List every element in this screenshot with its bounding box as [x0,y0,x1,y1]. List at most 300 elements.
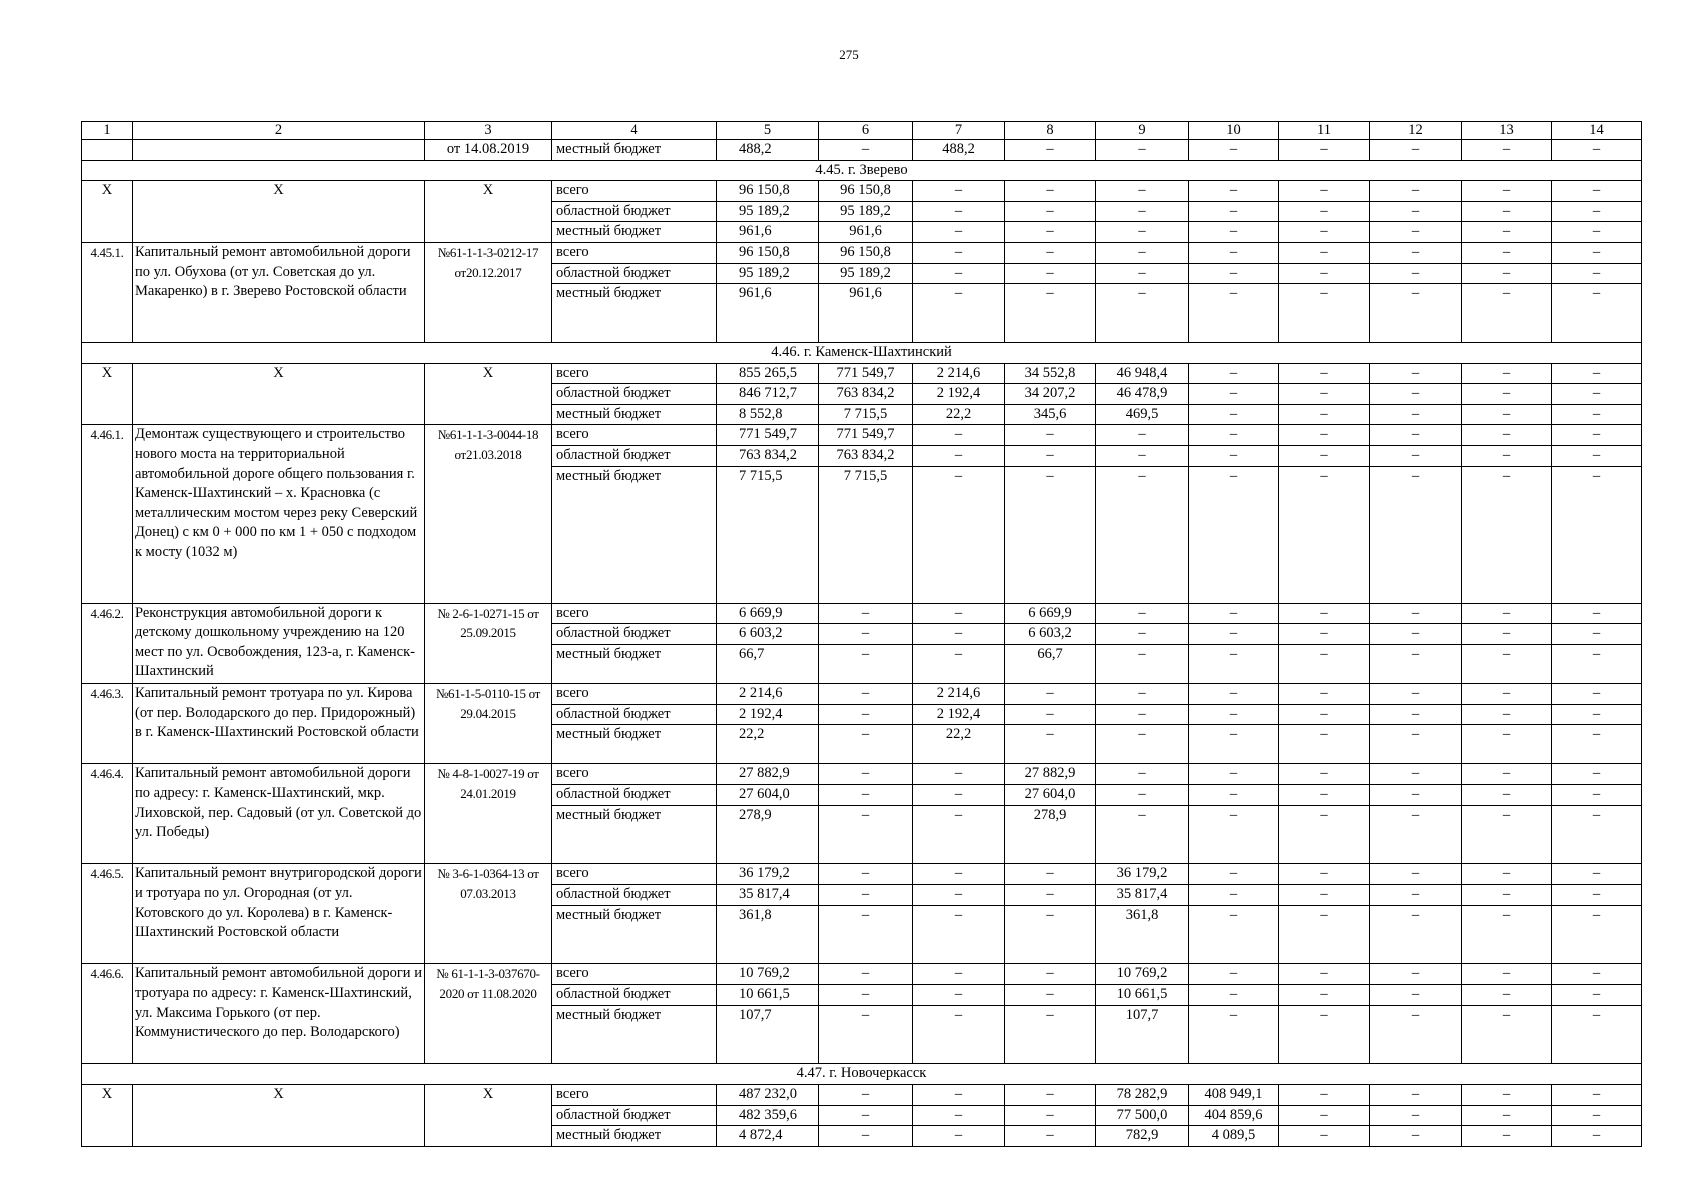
value-cell: – [1552,404,1642,425]
value-cell: – [1279,445,1370,466]
table-row [82,964,1642,985]
value-cell: 107,7 [1096,1005,1189,1064]
item-name: Капитальный ремонт тротуара по ул. Кирова (от пер. Володарского до пер. Придорожный) в г. Каменск-Шахтинский Ростовской области [133,684,425,764]
value-cell: – [913,284,1005,343]
funding-source: всего [552,603,717,624]
value-cell: – [1279,242,1370,263]
value-cell: 27 882,9 [1005,764,1096,785]
value-cell: – [1370,363,1462,384]
item-code: 4.46.6. [82,964,133,1064]
value-cell: – [1462,764,1552,785]
value-cell: – [1096,222,1189,243]
value-cell: – [1552,644,1642,683]
value-cell: 66,7 [717,644,819,683]
value-cell: 2 192,4 [913,384,1005,405]
value-cell: – [913,445,1005,466]
value-cell: 7 715,5 [819,404,913,425]
item-name: Капитальный ремонт автомобильной дороги по адресу: г. Каменск-Шахтинский, мкр. Лиховской, пер. Садовый (от ул. Советской до ул. Победы) [133,764,425,864]
value-cell: – [1552,1126,1642,1147]
value-cell: – [1005,181,1096,202]
value-cell: 846 712,7 [717,384,819,405]
value-cell: – [819,1005,913,1064]
funding-source: всего [552,425,717,446]
value-cell: – [1005,985,1096,1006]
value-cell: – [1005,466,1096,603]
value-cell: 107,7 [717,1005,819,1064]
item-document: X [425,181,552,243]
value-cell: – [913,466,1005,603]
value-cell: 10 769,2 [717,964,819,985]
value-cell: – [819,1126,913,1147]
item-document: №61-1-1-3-0212-17 от20.12.2017 [425,242,552,342]
value-cell: – [1370,1085,1462,1106]
header-cell-1: 1 [82,122,133,140]
table-row [82,603,1642,624]
funding-source: местный бюджет [552,1126,717,1147]
value-cell: – [1552,284,1642,343]
item-document: X [425,1085,552,1147]
value-cell: – [819,764,913,785]
value-cell: 27 604,0 [1005,785,1096,806]
item-code: X [82,1085,133,1147]
value-cell: – [913,1005,1005,1064]
table-row [82,140,1642,161]
value-cell: – [913,624,1005,645]
value-cell: – [1189,684,1279,705]
value-cell: 855 265,5 [717,363,819,384]
value-cell: – [819,864,913,885]
value-cell: – [1370,885,1462,906]
value-cell: – [1462,1126,1552,1147]
value-cell: – [1096,242,1189,263]
value-cell: – [1462,1085,1552,1106]
value-cell: – [1189,704,1279,725]
value-cell: – [819,725,913,764]
value-cell: – [1552,864,1642,885]
value-cell: 78 282,9 [1096,1085,1189,1106]
value-cell: – [1370,603,1462,624]
funding-source: областной бюджет [552,785,717,806]
item-code: 4.46.2. [82,603,133,683]
value-cell: – [1370,466,1462,603]
value-cell: – [1005,263,1096,284]
value-cell: – [1096,704,1189,725]
value-cell: 66,7 [1005,644,1096,683]
section-row [82,160,1642,181]
section-title: 4.47. г. Новочеркасск [82,1064,1642,1085]
value-cell: 482 359,6 [717,1105,819,1126]
value-cell: – [1552,684,1642,705]
value-cell: – [1462,1105,1552,1126]
value-cell: – [1462,445,1552,466]
header-cell-6: 6 [819,122,913,140]
funding-source: местный бюджет [552,284,717,343]
value-cell: – [1005,1005,1096,1064]
value-cell: – [1552,222,1642,243]
value-cell: – [1552,140,1642,161]
value-cell: – [1279,885,1370,906]
value-cell: – [1005,725,1096,764]
value-cell: – [1005,140,1096,161]
value-cell: – [1005,222,1096,243]
funding-source: всего [552,1085,717,1106]
value-cell: – [1005,1085,1096,1106]
value-cell: – [1279,985,1370,1006]
header-cell-3: 3 [425,122,552,140]
funding-source: местный бюджет [552,466,717,603]
value-cell: – [1279,1085,1370,1106]
value-cell: 95 189,2 [717,201,819,222]
value-cell: 7 715,5 [819,466,913,603]
funding-source: областной бюджет [552,445,717,466]
value-cell: 46 478,9 [1096,384,1189,405]
value-cell: 4 089,5 [1189,1126,1279,1147]
value-cell: 6 669,9 [717,603,819,624]
header-cell-2: 2 [133,122,425,140]
value-cell: 2 214,6 [913,684,1005,705]
value-cell: – [1552,725,1642,764]
value-cell: – [1462,905,1552,964]
value-cell: – [1370,644,1462,683]
value-cell: – [1279,384,1370,405]
value-cell: 2 214,6 [913,363,1005,384]
value-cell: 961,6 [717,222,819,243]
value-cell: – [1370,684,1462,705]
value-cell: – [1189,404,1279,425]
value-cell: – [1462,864,1552,885]
value-cell: – [819,624,913,645]
value-cell: – [1279,864,1370,885]
value-cell: 96 150,8 [717,181,819,202]
value-cell: 22,2 [913,404,1005,425]
value-cell: – [819,684,913,705]
funding-source: местный бюджет [552,725,717,764]
value-cell: – [913,181,1005,202]
section-title: 4.45. г. Зверево [82,160,1642,181]
value-cell: – [1005,445,1096,466]
value-cell: – [1279,603,1370,624]
value-cell: – [1096,181,1189,202]
value-cell: – [1189,985,1279,1006]
value-cell: – [1096,140,1189,161]
value-cell: – [1189,624,1279,645]
value-cell: 10 769,2 [1096,964,1189,985]
value-cell: 278,9 [717,805,819,864]
value-cell: – [1370,864,1462,885]
item-name: Капитальный ремонт внутригородской дороги и тротуара по ул. Огородная (от ул. Котовского до ул. Королева) в г. Каменск-Шахтинский Ростовской области [133,864,425,964]
item-name: Реконструкция автомобильной дороги к детскому дошкольному учреждению на 120 мест по ул. Освобождения, 123-а, г. Каменск-Шахтинский [133,603,425,683]
value-cell: 77 500,0 [1096,1105,1189,1126]
value-cell: 6 669,9 [1005,603,1096,624]
value-cell: – [819,603,913,624]
value-cell: – [913,1085,1005,1106]
value-cell: – [1370,725,1462,764]
item-code: X [82,363,133,425]
value-cell: – [1189,181,1279,202]
funding-source: всего [552,181,717,202]
value-cell: – [819,805,913,864]
value-cell: – [1279,805,1370,864]
value-cell: – [1005,242,1096,263]
funding-source: всего [552,363,717,384]
section-title: 4.46. г. Каменск-Шахтинский [82,342,1642,363]
table-row [82,764,1642,785]
value-cell: – [1096,603,1189,624]
value-cell: – [913,785,1005,806]
value-cell: 27 882,9 [717,764,819,785]
value-cell: – [1096,425,1189,446]
value-cell: – [1279,764,1370,785]
funding-source: всего [552,964,717,985]
value-cell: 487 232,0 [717,1085,819,1106]
item-code: 4.46.1. [82,425,133,603]
funding-source: всего [552,684,717,705]
value-cell: – [913,1126,1005,1147]
value-cell: – [1370,624,1462,645]
value-cell: – [1462,785,1552,806]
item-name: Капитальный ремонт автомобильной дороги по ул. Обухова (от ул. Советская до ул. Макаренко) в г. Зверево Ростовской области [133,242,425,342]
value-cell: – [1005,284,1096,343]
funding-source: всего [552,864,717,885]
table-row [82,425,1642,446]
value-cell: 34 552,8 [1005,363,1096,384]
table-row [82,684,1642,705]
funding-source: областной бюджет [552,384,717,405]
value-cell: – [913,864,1005,885]
value-cell: 488,2 [913,140,1005,161]
value-cell: – [1189,201,1279,222]
section-row [82,1064,1642,1085]
value-cell: 763 834,2 [819,384,913,405]
value-cell: – [1462,222,1552,243]
value-cell: 6 603,2 [717,624,819,645]
value-cell: – [1462,964,1552,985]
value-cell: – [1370,985,1462,1006]
value-cell: – [913,222,1005,243]
value-cell: 46 948,4 [1096,363,1189,384]
value-cell: – [1370,1126,1462,1147]
value-cell: 2 214,6 [717,684,819,705]
value-cell: – [1552,445,1642,466]
item-document: №61-1-1-3-0044-18 от21.03.2018 [425,425,552,603]
header-cell-13: 13 [1462,122,1552,140]
item-code: 4.45.1. [82,242,133,342]
value-cell: 10 661,5 [717,985,819,1006]
value-cell: – [1189,603,1279,624]
value-cell: – [1005,684,1096,705]
value-cell: – [913,263,1005,284]
value-cell: – [1279,905,1370,964]
funding-source: областной бюджет [552,1105,717,1126]
value-cell: – [1189,964,1279,985]
value-cell: 361,8 [717,905,819,964]
value-cell: – [1279,644,1370,683]
value-cell: – [1462,425,1552,446]
item-document: X [425,363,552,425]
value-cell: – [1005,425,1096,446]
value-cell: 95 189,2 [819,201,913,222]
value-cell: – [1462,284,1552,343]
funding-source: областной бюджет [552,201,717,222]
value-cell: – [1189,864,1279,885]
item-code: 4.46.3. [82,684,133,764]
value-cell: – [1279,785,1370,806]
value-cell: – [1096,684,1189,705]
value-cell: – [1370,404,1462,425]
value-cell: – [1552,242,1642,263]
value-cell: – [1370,284,1462,343]
item-document: № 2-6-1-0271-15 от 25.09.2015 [425,603,552,683]
value-cell: – [1279,466,1370,603]
funding-source: всего [552,764,717,785]
item-name: Капитальный ремонт автомобильной дороги и тротуара по адресу: г. Каменск-Шахтинский, ул. Максима Горького (от пер. Коммунистического до пер. Володарского) [133,964,425,1064]
item-code: X [82,181,133,243]
value-cell: – [1279,624,1370,645]
value-cell: – [1005,201,1096,222]
item-name [133,140,425,161]
value-cell: 488,2 [717,140,819,161]
value-cell: – [1096,263,1189,284]
item-document: № 3-6-1-0364-13 от 07.03.2013 [425,864,552,964]
table-row [82,864,1642,885]
value-cell: – [1462,384,1552,405]
value-cell: – [1462,684,1552,705]
value-cell: – [1552,181,1642,202]
value-cell: – [1462,404,1552,425]
funding-source: местный бюджет [552,404,717,425]
value-cell: – [1279,1126,1370,1147]
value-cell: 961,6 [717,284,819,343]
value-cell: – [1552,905,1642,964]
value-cell: – [819,905,913,964]
item-document: № 4-8-1-0027-19 от 24.01.2019 [425,764,552,864]
value-cell: – [1189,644,1279,683]
value-cell: – [1370,263,1462,284]
value-cell: – [1370,964,1462,985]
value-cell: – [1096,644,1189,683]
value-cell: – [1552,1005,1642,1064]
value-cell: 95 189,2 [717,263,819,284]
value-cell: – [819,985,913,1006]
value-cell: 36 179,2 [717,864,819,885]
value-cell: – [1370,242,1462,263]
header-cell-8: 8 [1005,122,1096,140]
funding-source: областной бюджет [552,263,717,284]
funding-source: областной бюджет [552,624,717,645]
value-cell: – [1279,263,1370,284]
value-cell: – [1370,1005,1462,1064]
header-cell-9: 9 [1096,122,1189,140]
funding-source: местный бюджет [552,905,717,964]
value-cell: – [1462,603,1552,624]
funding-source: местный бюджет [552,222,717,243]
value-cell: 35 817,4 [1096,885,1189,906]
table-header-row [82,122,1642,140]
funding-source: местный бюджет [552,140,717,161]
value-cell: – [1552,201,1642,222]
value-cell: 22,2 [913,725,1005,764]
value-cell: – [1552,384,1642,405]
header-cell-11: 11 [1279,122,1370,140]
value-cell: – [1552,425,1642,446]
item-name: X [133,181,425,243]
value-cell: – [1370,785,1462,806]
value-cell: – [1552,363,1642,384]
value-cell: 36 179,2 [1096,864,1189,885]
value-cell: – [1189,885,1279,906]
value-cell: 408 949,1 [1189,1085,1279,1106]
value-cell: – [1279,704,1370,725]
value-cell: – [1279,201,1370,222]
value-cell: 961,6 [819,284,913,343]
table-row [82,242,1642,263]
item-document: от 14.08.2019 [425,140,552,161]
value-cell: – [1552,805,1642,864]
value-cell: – [1189,805,1279,864]
funding-source: всего [552,242,717,263]
value-cell: – [1279,425,1370,446]
value-cell: – [1005,885,1096,906]
value-cell: – [1462,363,1552,384]
value-cell: – [1189,1005,1279,1064]
value-cell: – [1462,1005,1552,1064]
page-number: 275 [839,47,859,62]
value-cell: – [1552,466,1642,603]
value-cell: – [1552,263,1642,284]
value-cell: – [1370,425,1462,446]
value-cell: – [1005,964,1096,985]
value-cell: – [913,764,1005,785]
item-name: X [133,1085,425,1147]
value-cell: – [1462,201,1552,222]
value-cell: – [1005,1126,1096,1147]
value-cell: – [913,644,1005,683]
value-cell: 96 150,8 [819,181,913,202]
value-cell: – [1370,905,1462,964]
value-cell: – [1005,1105,1096,1126]
value-cell: – [913,201,1005,222]
value-cell: – [1189,263,1279,284]
item-code: 4.46.4. [82,764,133,864]
value-cell: 6 603,2 [1005,624,1096,645]
value-cell: – [1462,704,1552,725]
value-cell: 35 817,4 [717,885,819,906]
value-cell: – [1370,445,1462,466]
value-cell: – [1096,764,1189,785]
table-row [82,1085,1642,1106]
value-cell: – [1552,764,1642,785]
value-cell: – [1096,805,1189,864]
value-cell: – [1096,785,1189,806]
value-cell: – [913,425,1005,446]
value-cell: – [1279,140,1370,161]
value-cell: – [1279,222,1370,243]
value-cell: – [1552,985,1642,1006]
value-cell: – [1005,864,1096,885]
value-cell: 7 715,5 [717,466,819,603]
value-cell: – [1370,1105,1462,1126]
value-cell: – [1096,201,1189,222]
value-cell: 2 192,4 [913,704,1005,725]
value-cell: – [1462,263,1552,284]
value-cell: – [1279,725,1370,764]
value-cell: – [1189,140,1279,161]
value-cell: – [1096,725,1189,764]
value-cell: – [1462,725,1552,764]
value-cell: – [1370,181,1462,202]
value-cell: – [1189,725,1279,764]
value-cell: 27 604,0 [717,785,819,806]
